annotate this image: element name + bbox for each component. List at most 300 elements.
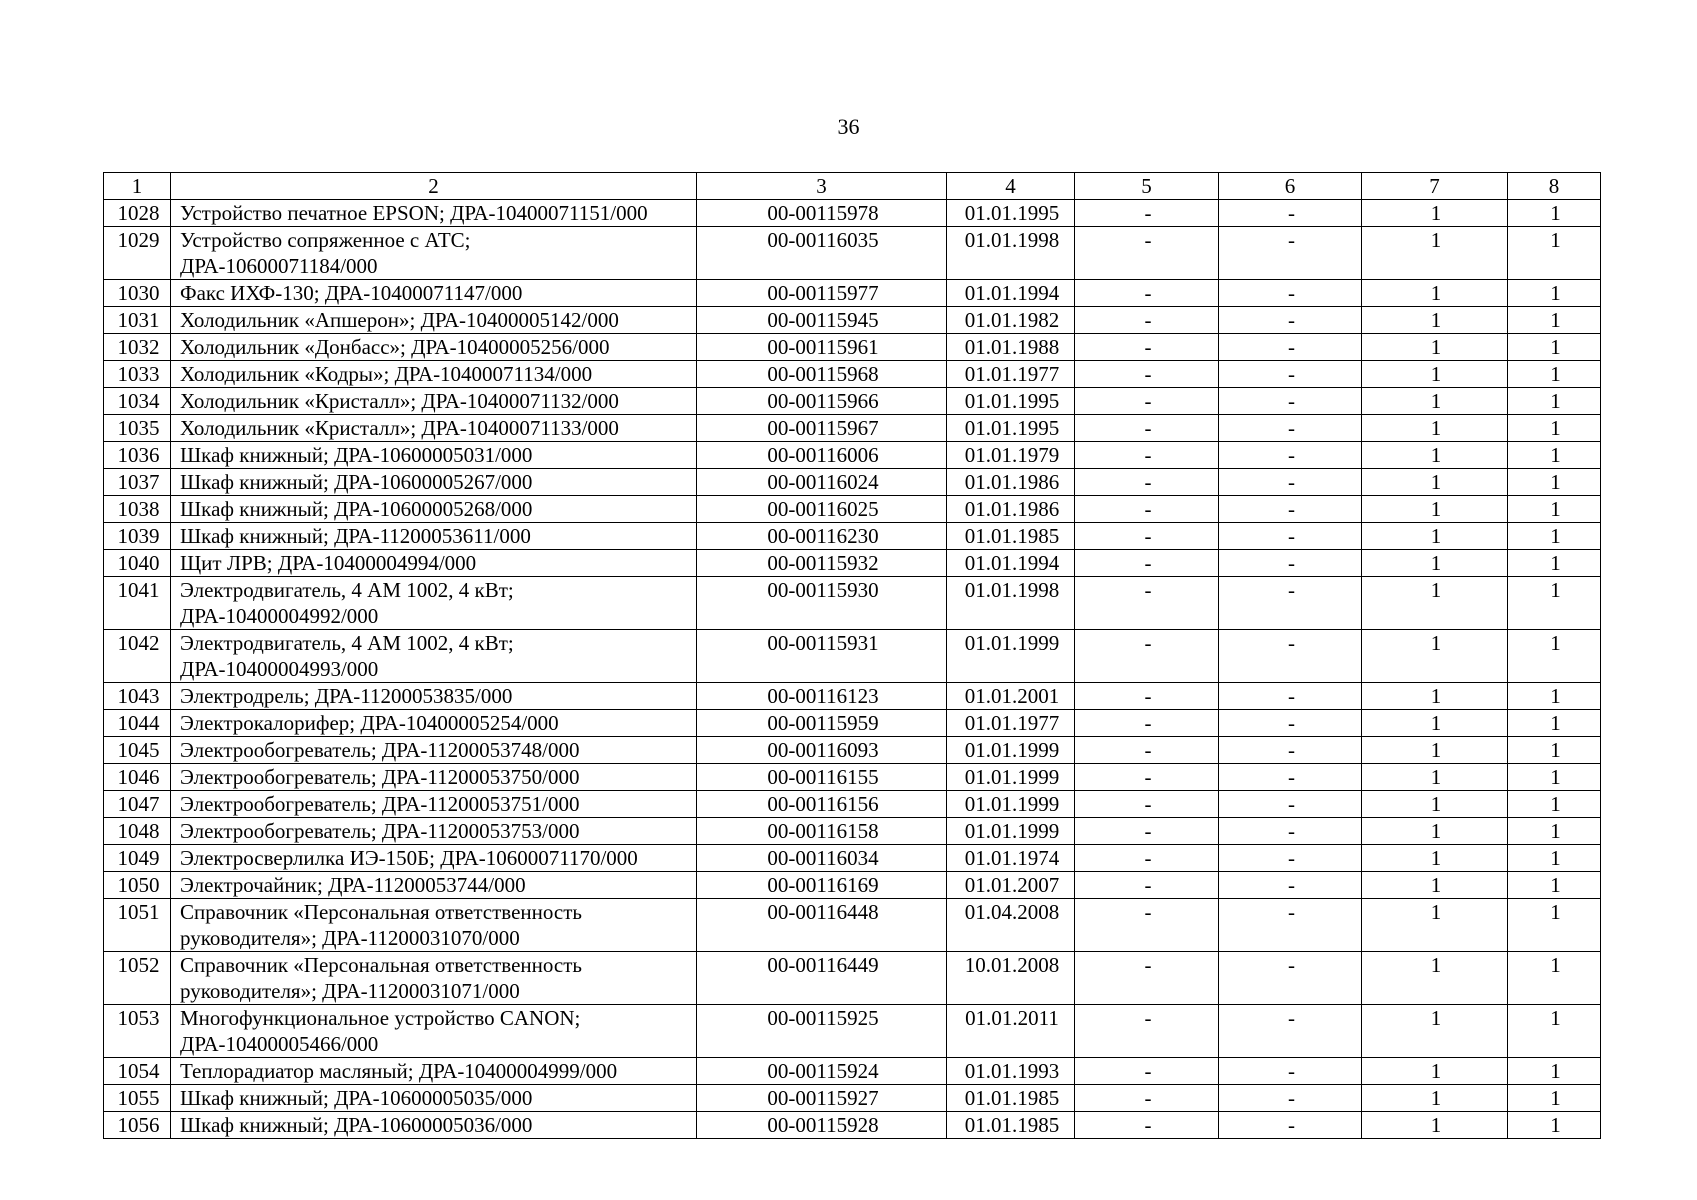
- date-cell: 01.01.1994: [947, 280, 1075, 307]
- item-name-cell: [171, 361, 697, 388]
- table-row: [104, 791, 1601, 818]
- date-cell: 01.01.1995: [947, 200, 1075, 227]
- table-header-row: [104, 173, 1601, 200]
- column-8-cell: 1: [1508, 415, 1601, 442]
- column-7-cell: 1: [1362, 710, 1508, 737]
- column-6-cell: -: [1219, 764, 1362, 791]
- item-name-line: ДРА-10400005466/000: [180, 1032, 379, 1056]
- column-header: 3: [697, 173, 947, 200]
- column-7-cell: 1: [1362, 872, 1508, 899]
- item-name-line: Шкаф книжный; ДРА-11200053611/000: [180, 524, 531, 548]
- date-cell: 01.01.1999: [947, 764, 1075, 791]
- column-7-cell: 1: [1362, 952, 1508, 1005]
- column-5-cell: -: [1075, 442, 1219, 469]
- item-name-line: Шкаф книжный; ДРА-10600005267/000: [180, 470, 533, 494]
- column-7-cell: 1: [1362, 227, 1508, 280]
- date-cell: 01.01.1999: [947, 791, 1075, 818]
- item-name-cell: [171, 764, 697, 791]
- column-8-cell: 1: [1508, 710, 1601, 737]
- inventory-code-cell: 00-00116448: [697, 899, 947, 952]
- column-8-cell: 1: [1508, 1112, 1601, 1139]
- column-6-cell: -: [1219, 415, 1362, 442]
- date-cell: 01.01.1982: [947, 307, 1075, 334]
- item-name-line: Факс ИХФ-130; ДРА-10400071147/000: [180, 281, 523, 305]
- column-7-cell: 1: [1362, 415, 1508, 442]
- column-7-cell: 1: [1362, 200, 1508, 227]
- row-number-cell: 1037: [104, 469, 171, 496]
- item-name-line: Электродвигатель, 4 АМ 1002, 4 кВт;: [180, 631, 514, 655]
- column-8-cell: 1: [1508, 1005, 1601, 1058]
- column-6-cell: -: [1219, 200, 1362, 227]
- item-name-line: Электрообогреватель; ДРА-11200053748/000: [180, 738, 580, 762]
- column-6-cell: -: [1219, 818, 1362, 845]
- item-name-line: руководителя»; ДРА-11200031071/000: [180, 979, 520, 1003]
- table-row: [104, 415, 1601, 442]
- row-number-cell: 1045: [104, 737, 171, 764]
- table-row: [104, 1005, 1601, 1058]
- column-5-cell: -: [1075, 200, 1219, 227]
- column-8-cell: 1: [1508, 388, 1601, 415]
- column-8-cell: 1: [1508, 577, 1601, 630]
- row-number-cell: 1031: [104, 307, 171, 334]
- row-number-cell: 1041: [104, 577, 171, 630]
- table-row: [104, 737, 1601, 764]
- date-cell: 01.01.1979: [947, 442, 1075, 469]
- row-number-cell: 1048: [104, 818, 171, 845]
- item-name-line: Электрообогреватель; ДРА-11200053751/000: [180, 792, 580, 816]
- item-name-cell: [171, 791, 697, 818]
- column-8-cell: 1: [1508, 737, 1601, 764]
- column-7-cell: 1: [1362, 550, 1508, 577]
- item-name-line: Шкаф книжный; ДРА-10600005036/000: [180, 1113, 533, 1137]
- column-8-cell: 1: [1508, 334, 1601, 361]
- table-row: [104, 899, 1601, 952]
- item-name-line: Электродвигатель, 4 АМ 1002, 4 кВт;: [180, 578, 514, 602]
- inventory-code-cell: 00-00115931: [697, 630, 947, 683]
- column-6-cell: -: [1219, 469, 1362, 496]
- inventory-code-cell: 00-00116169: [697, 872, 947, 899]
- column-8-cell: 1: [1508, 872, 1601, 899]
- row-number-cell: 1043: [104, 683, 171, 710]
- column-7-cell: 1: [1362, 361, 1508, 388]
- date-cell: 01.01.1988: [947, 334, 1075, 361]
- column-7-cell: 1: [1362, 630, 1508, 683]
- row-number-cell: 1056: [104, 1112, 171, 1139]
- item-name-cell: [171, 952, 697, 1005]
- column-8-cell: 1: [1508, 307, 1601, 334]
- page-number: 36: [837, 114, 860, 139]
- item-name-line: Шкаф книжный; ДРА-10600005268/000: [180, 497, 533, 521]
- register-table: [103, 172, 1601, 1139]
- item-name-cell: [171, 280, 697, 307]
- inventory-code-cell: 00-00115977: [697, 280, 947, 307]
- column-header: 6: [1219, 173, 1362, 200]
- item-name-cell: [171, 200, 697, 227]
- column-5-cell: -: [1075, 280, 1219, 307]
- column-header: 7: [1362, 173, 1508, 200]
- inventory-code-cell: 00-00115978: [697, 200, 947, 227]
- row-number-cell: 1052: [104, 952, 171, 1005]
- row-number-cell: 1030: [104, 280, 171, 307]
- column-7-cell: 1: [1362, 523, 1508, 550]
- date-cell: 01.01.1977: [947, 710, 1075, 737]
- item-name-cell: [171, 415, 697, 442]
- column-5-cell: -: [1075, 469, 1219, 496]
- item-name-line: Шкаф книжный; ДРА-10600005035/000: [180, 1086, 533, 1110]
- date-cell: 01.01.1995: [947, 415, 1075, 442]
- column-8-cell: 1: [1508, 280, 1601, 307]
- table-row: [104, 577, 1601, 630]
- row-number-cell: 1055: [104, 1085, 171, 1112]
- table-row: [104, 200, 1601, 227]
- item-name-cell: [171, 630, 697, 683]
- item-name-line: Электрочайник; ДРА-11200053744/000: [180, 873, 526, 897]
- item-name-line: Электрообогреватель; ДРА-11200053753/000: [180, 819, 580, 843]
- table-row: [104, 818, 1601, 845]
- column-5-cell: -: [1075, 1112, 1219, 1139]
- item-name-cell: [171, 388, 697, 415]
- table-row: [104, 550, 1601, 577]
- table-row: [104, 388, 1601, 415]
- column-8-cell: 1: [1508, 791, 1601, 818]
- item-name-line: Холодильник «Апшерон»; ДРА-10400005142/000: [180, 308, 619, 332]
- row-number-cell: 1035: [104, 415, 171, 442]
- column-5-cell: -: [1075, 1085, 1219, 1112]
- inventory-code-cell: 00-00115967: [697, 415, 947, 442]
- inventory-code-cell: 00-00116093: [697, 737, 947, 764]
- table-row: [104, 523, 1601, 550]
- table-row: [104, 683, 1601, 710]
- row-number-cell: 1032: [104, 334, 171, 361]
- column-7-cell: 1: [1362, 469, 1508, 496]
- date-cell: 01.04.2008: [947, 899, 1075, 952]
- item-name-line: Холодильник «Кодры»; ДРА-10400071134/000: [180, 362, 593, 386]
- inventory-code-cell: 00-00115966: [697, 388, 947, 415]
- item-name-cell: [171, 550, 697, 577]
- table-row: [104, 442, 1601, 469]
- column-7-cell: 1: [1362, 307, 1508, 334]
- row-number-cell: 1040: [104, 550, 171, 577]
- item-name-cell: [171, 496, 697, 523]
- date-cell: 01.01.2001: [947, 683, 1075, 710]
- column-6-cell: -: [1219, 845, 1362, 872]
- table-row: [104, 361, 1601, 388]
- column-5-cell: -: [1075, 361, 1219, 388]
- table-row: [104, 1085, 1601, 1112]
- column-header: 8: [1508, 173, 1601, 200]
- item-name-cell: [171, 1085, 697, 1112]
- item-name-cell: [171, 899, 697, 952]
- column-6-cell: -: [1219, 872, 1362, 899]
- column-6-cell: -: [1219, 496, 1362, 523]
- column-header: 4: [947, 173, 1075, 200]
- column-7-cell: 1: [1362, 1005, 1508, 1058]
- column-5-cell: -: [1075, 307, 1219, 334]
- column-5-cell: -: [1075, 550, 1219, 577]
- table-row: [104, 952, 1601, 1005]
- column-7-cell: 1: [1362, 577, 1508, 630]
- item-name-cell: [171, 683, 697, 710]
- item-name-cell: [171, 523, 697, 550]
- item-name-cell: [171, 737, 697, 764]
- inventory-code-cell: 00-00116156: [697, 791, 947, 818]
- column-6-cell: -: [1219, 361, 1362, 388]
- column-5-cell: -: [1075, 630, 1219, 683]
- column-5-cell: -: [1075, 523, 1219, 550]
- column-7-cell: 1: [1362, 1085, 1508, 1112]
- inventory-code-cell: 00-00115932: [697, 550, 947, 577]
- item-name-line: Холодильник «Кристалл»; ДРА-10400071132/000: [180, 389, 619, 413]
- item-name-line: Устройство сопряженное с АТС;: [180, 228, 471, 252]
- row-number-cell: 1042: [104, 630, 171, 683]
- date-cell: 01.01.1998: [947, 577, 1075, 630]
- column-7-cell: 1: [1362, 334, 1508, 361]
- column-8-cell: 1: [1508, 952, 1601, 1005]
- item-name-cell: [171, 818, 697, 845]
- row-number-cell: 1049: [104, 845, 171, 872]
- column-5-cell: -: [1075, 952, 1219, 1005]
- item-name-cell: [171, 1112, 697, 1139]
- item-name-line: Справочник «Персональная ответственность: [180, 900, 582, 924]
- table-row: [104, 469, 1601, 496]
- column-5-cell: -: [1075, 388, 1219, 415]
- item-name-cell: [171, 872, 697, 899]
- table-row: [104, 307, 1601, 334]
- date-cell: 01.01.1986: [947, 496, 1075, 523]
- item-name-line: Справочник «Персональная ответственность: [180, 953, 582, 977]
- table-row: [104, 227, 1601, 280]
- inventory-code-cell: 00-00115925: [697, 1005, 947, 1058]
- column-8-cell: 1: [1508, 630, 1601, 683]
- row-number-cell: 1051: [104, 899, 171, 952]
- column-5-cell: -: [1075, 899, 1219, 952]
- column-8-cell: 1: [1508, 764, 1601, 791]
- date-cell: 01.01.2007: [947, 872, 1075, 899]
- date-cell: 01.01.1985: [947, 523, 1075, 550]
- row-number-cell: 1044: [104, 710, 171, 737]
- table-row: [104, 710, 1601, 737]
- item-name-cell: [171, 1005, 697, 1058]
- date-cell: 01.01.1985: [947, 1112, 1075, 1139]
- item-name-line: Многофункциональное устройство CANON;: [180, 1006, 581, 1030]
- row-number-cell: 1039: [104, 523, 171, 550]
- column-7-cell: 1: [1362, 791, 1508, 818]
- column-6-cell: -: [1219, 280, 1362, 307]
- date-cell: 01.01.1999: [947, 630, 1075, 683]
- column-5-cell: -: [1075, 710, 1219, 737]
- inventory-code-cell: 00-00116025: [697, 496, 947, 523]
- column-7-cell: 1: [1362, 1112, 1508, 1139]
- inventory-code-cell: 00-00115930: [697, 577, 947, 630]
- table-row: [104, 280, 1601, 307]
- table-row: [104, 845, 1601, 872]
- column-8-cell: 1: [1508, 683, 1601, 710]
- column-6-cell: -: [1219, 523, 1362, 550]
- table-row: [104, 764, 1601, 791]
- item-name-cell: [171, 227, 697, 280]
- inventory-code-cell: 00-00116158: [697, 818, 947, 845]
- item-name-line: Холодильник «Донбасс»; ДРА-10400005256/000: [180, 335, 610, 359]
- item-name-cell: [171, 1058, 697, 1085]
- column-6-cell: -: [1219, 952, 1362, 1005]
- column-6-cell: -: [1219, 630, 1362, 683]
- column-8-cell: 1: [1508, 361, 1601, 388]
- item-name-cell: [171, 442, 697, 469]
- column-6-cell: -: [1219, 683, 1362, 710]
- row-number-cell: 1050: [104, 872, 171, 899]
- date-cell: 01.01.1998: [947, 227, 1075, 280]
- item-name-cell: [171, 710, 697, 737]
- column-7-cell: 1: [1362, 1058, 1508, 1085]
- inventory-code-cell: 00-00116035: [697, 227, 947, 280]
- table-row: [104, 1112, 1601, 1139]
- date-cell: 01.01.1993: [947, 1058, 1075, 1085]
- row-number-cell: 1047: [104, 791, 171, 818]
- column-6-cell: -: [1219, 334, 1362, 361]
- column-7-cell: 1: [1362, 818, 1508, 845]
- column-header: 1: [104, 173, 171, 200]
- column-8-cell: 1: [1508, 845, 1601, 872]
- column-5-cell: -: [1075, 415, 1219, 442]
- column-6-cell: -: [1219, 388, 1362, 415]
- inventory-code-cell: 00-00116155: [697, 764, 947, 791]
- column-7-cell: 1: [1362, 388, 1508, 415]
- item-name-cell: [171, 334, 697, 361]
- table-row: [104, 630, 1601, 683]
- row-number-cell: 1046: [104, 764, 171, 791]
- column-5-cell: -: [1075, 683, 1219, 710]
- column-5-cell: -: [1075, 496, 1219, 523]
- table-row: [104, 1058, 1601, 1085]
- inventory-code-cell: 00-00116006: [697, 442, 947, 469]
- table-body: [104, 200, 1601, 1139]
- column-5-cell: -: [1075, 1005, 1219, 1058]
- column-6-cell: -: [1219, 737, 1362, 764]
- table-row: [104, 496, 1601, 523]
- column-8-cell: 1: [1508, 550, 1601, 577]
- item-name-line: ДРА-10600071184/000: [180, 254, 378, 278]
- column-8-cell: 1: [1508, 1085, 1601, 1112]
- column-6-cell: -: [1219, 710, 1362, 737]
- item-name-cell: [171, 469, 697, 496]
- item-name-cell: [171, 307, 697, 334]
- column-7-cell: 1: [1362, 442, 1508, 469]
- item-name-line: Электрокалорифер; ДРА-10400005254/000: [180, 711, 559, 735]
- column-8-cell: 1: [1508, 496, 1601, 523]
- inventory-code-cell: 00-00116449: [697, 952, 947, 1005]
- column-8-cell: 1: [1508, 899, 1601, 952]
- column-7-cell: 1: [1362, 845, 1508, 872]
- column-5-cell: -: [1075, 737, 1219, 764]
- row-number-cell: 1038: [104, 496, 171, 523]
- column-8-cell: 1: [1508, 1058, 1601, 1085]
- column-8-cell: 1: [1508, 818, 1601, 845]
- column-7-cell: 1: [1362, 764, 1508, 791]
- item-name-cell: [171, 577, 697, 630]
- column-6-cell: -: [1219, 1085, 1362, 1112]
- item-name-line: Шкаф книжный; ДРА-10600005031/000: [180, 443, 533, 467]
- column-7-cell: 1: [1362, 496, 1508, 523]
- column-6-cell: -: [1219, 791, 1362, 818]
- column-6-cell: -: [1219, 1112, 1362, 1139]
- item-name-line: ДРА-10400004992/000: [180, 604, 379, 628]
- column-8-cell: 1: [1508, 469, 1601, 496]
- inventory-code-cell: 00-00115968: [697, 361, 947, 388]
- column-8-cell: 1: [1508, 442, 1601, 469]
- inventory-code-cell: 00-00115924: [697, 1058, 947, 1085]
- date-cell: 01.01.1999: [947, 737, 1075, 764]
- column-7-cell: 1: [1362, 683, 1508, 710]
- inventory-code-cell: 00-00116123: [697, 683, 947, 710]
- column-5-cell: -: [1075, 791, 1219, 818]
- item-name-line: Теплорадиатор масляный; ДРА-10400004999/000: [180, 1059, 618, 1083]
- row-number-cell: 1054: [104, 1058, 171, 1085]
- date-cell: 01.01.1986: [947, 469, 1075, 496]
- item-name-line: Щит ЛРВ; ДРА-10400004994/000: [180, 551, 477, 575]
- date-cell: 01.01.1994: [947, 550, 1075, 577]
- inventory-code-cell: 00-00115961: [697, 334, 947, 361]
- column-8-cell: 1: [1508, 200, 1601, 227]
- column-5-cell: -: [1075, 845, 1219, 872]
- item-name-line: руководителя»; ДРА-11200031070/000: [180, 926, 520, 950]
- item-name-line: Холодильник «Кристалл»; ДРА-10400071133/000: [180, 416, 619, 440]
- column-5-cell: -: [1075, 1058, 1219, 1085]
- row-number-cell: 1029: [104, 227, 171, 280]
- column-6-cell: -: [1219, 442, 1362, 469]
- column-6-cell: -: [1219, 1005, 1362, 1058]
- column-6-cell: -: [1219, 550, 1362, 577]
- table-row: [104, 872, 1601, 899]
- column-5-cell: -: [1075, 334, 1219, 361]
- date-cell: 01.01.1999: [947, 818, 1075, 845]
- item-name-line: Устройство печатное EPSON; ДРА-10400071151/000: [180, 201, 648, 225]
- row-number-cell: 1053: [104, 1005, 171, 1058]
- column-7-cell: 1: [1362, 899, 1508, 952]
- column-8-cell: 1: [1508, 227, 1601, 280]
- inventory-code-cell: 00-00116024: [697, 469, 947, 496]
- column-7-cell: 1: [1362, 280, 1508, 307]
- item-name-line: Электрообогреватель; ДРА-11200053750/000: [180, 765, 580, 789]
- inventory-code-cell: 00-00115945: [697, 307, 947, 334]
- inventory-code-cell: 00-00115928: [697, 1112, 947, 1139]
- item-name-cell: [171, 845, 697, 872]
- date-cell: 01.01.1985: [947, 1085, 1075, 1112]
- row-number-cell: 1036: [104, 442, 171, 469]
- date-cell: 10.01.2008: [947, 952, 1075, 1005]
- column-5-cell: -: [1075, 872, 1219, 899]
- column-5-cell: -: [1075, 764, 1219, 791]
- column-5-cell: -: [1075, 227, 1219, 280]
- row-number-cell: 1034: [104, 388, 171, 415]
- inventory-code-cell: 00-00115927: [697, 1085, 947, 1112]
- column-7-cell: 1: [1362, 737, 1508, 764]
- inventory-code-cell: 00-00116230: [697, 523, 947, 550]
- row-number-cell: 1028: [104, 200, 171, 227]
- date-cell: 01.01.1995: [947, 388, 1075, 415]
- date-cell: 01.01.1974: [947, 845, 1075, 872]
- item-name-line: Электросверлилка ИЭ-150Б; ДРА-10600071170/000: [180, 846, 638, 870]
- inventory-code-cell: 00-00115959: [697, 710, 947, 737]
- column-header: 2: [171, 173, 697, 200]
- inventory-code-cell: 00-00116034: [697, 845, 947, 872]
- date-cell: 01.01.1977: [947, 361, 1075, 388]
- column-6-cell: -: [1219, 899, 1362, 952]
- column-6-cell: -: [1219, 577, 1362, 630]
- column-8-cell: 1: [1508, 523, 1601, 550]
- column-6-cell: -: [1219, 307, 1362, 334]
- item-name-line: Электродрель; ДРА-11200053835/000: [180, 684, 513, 708]
- column-6-cell: -: [1219, 227, 1362, 280]
